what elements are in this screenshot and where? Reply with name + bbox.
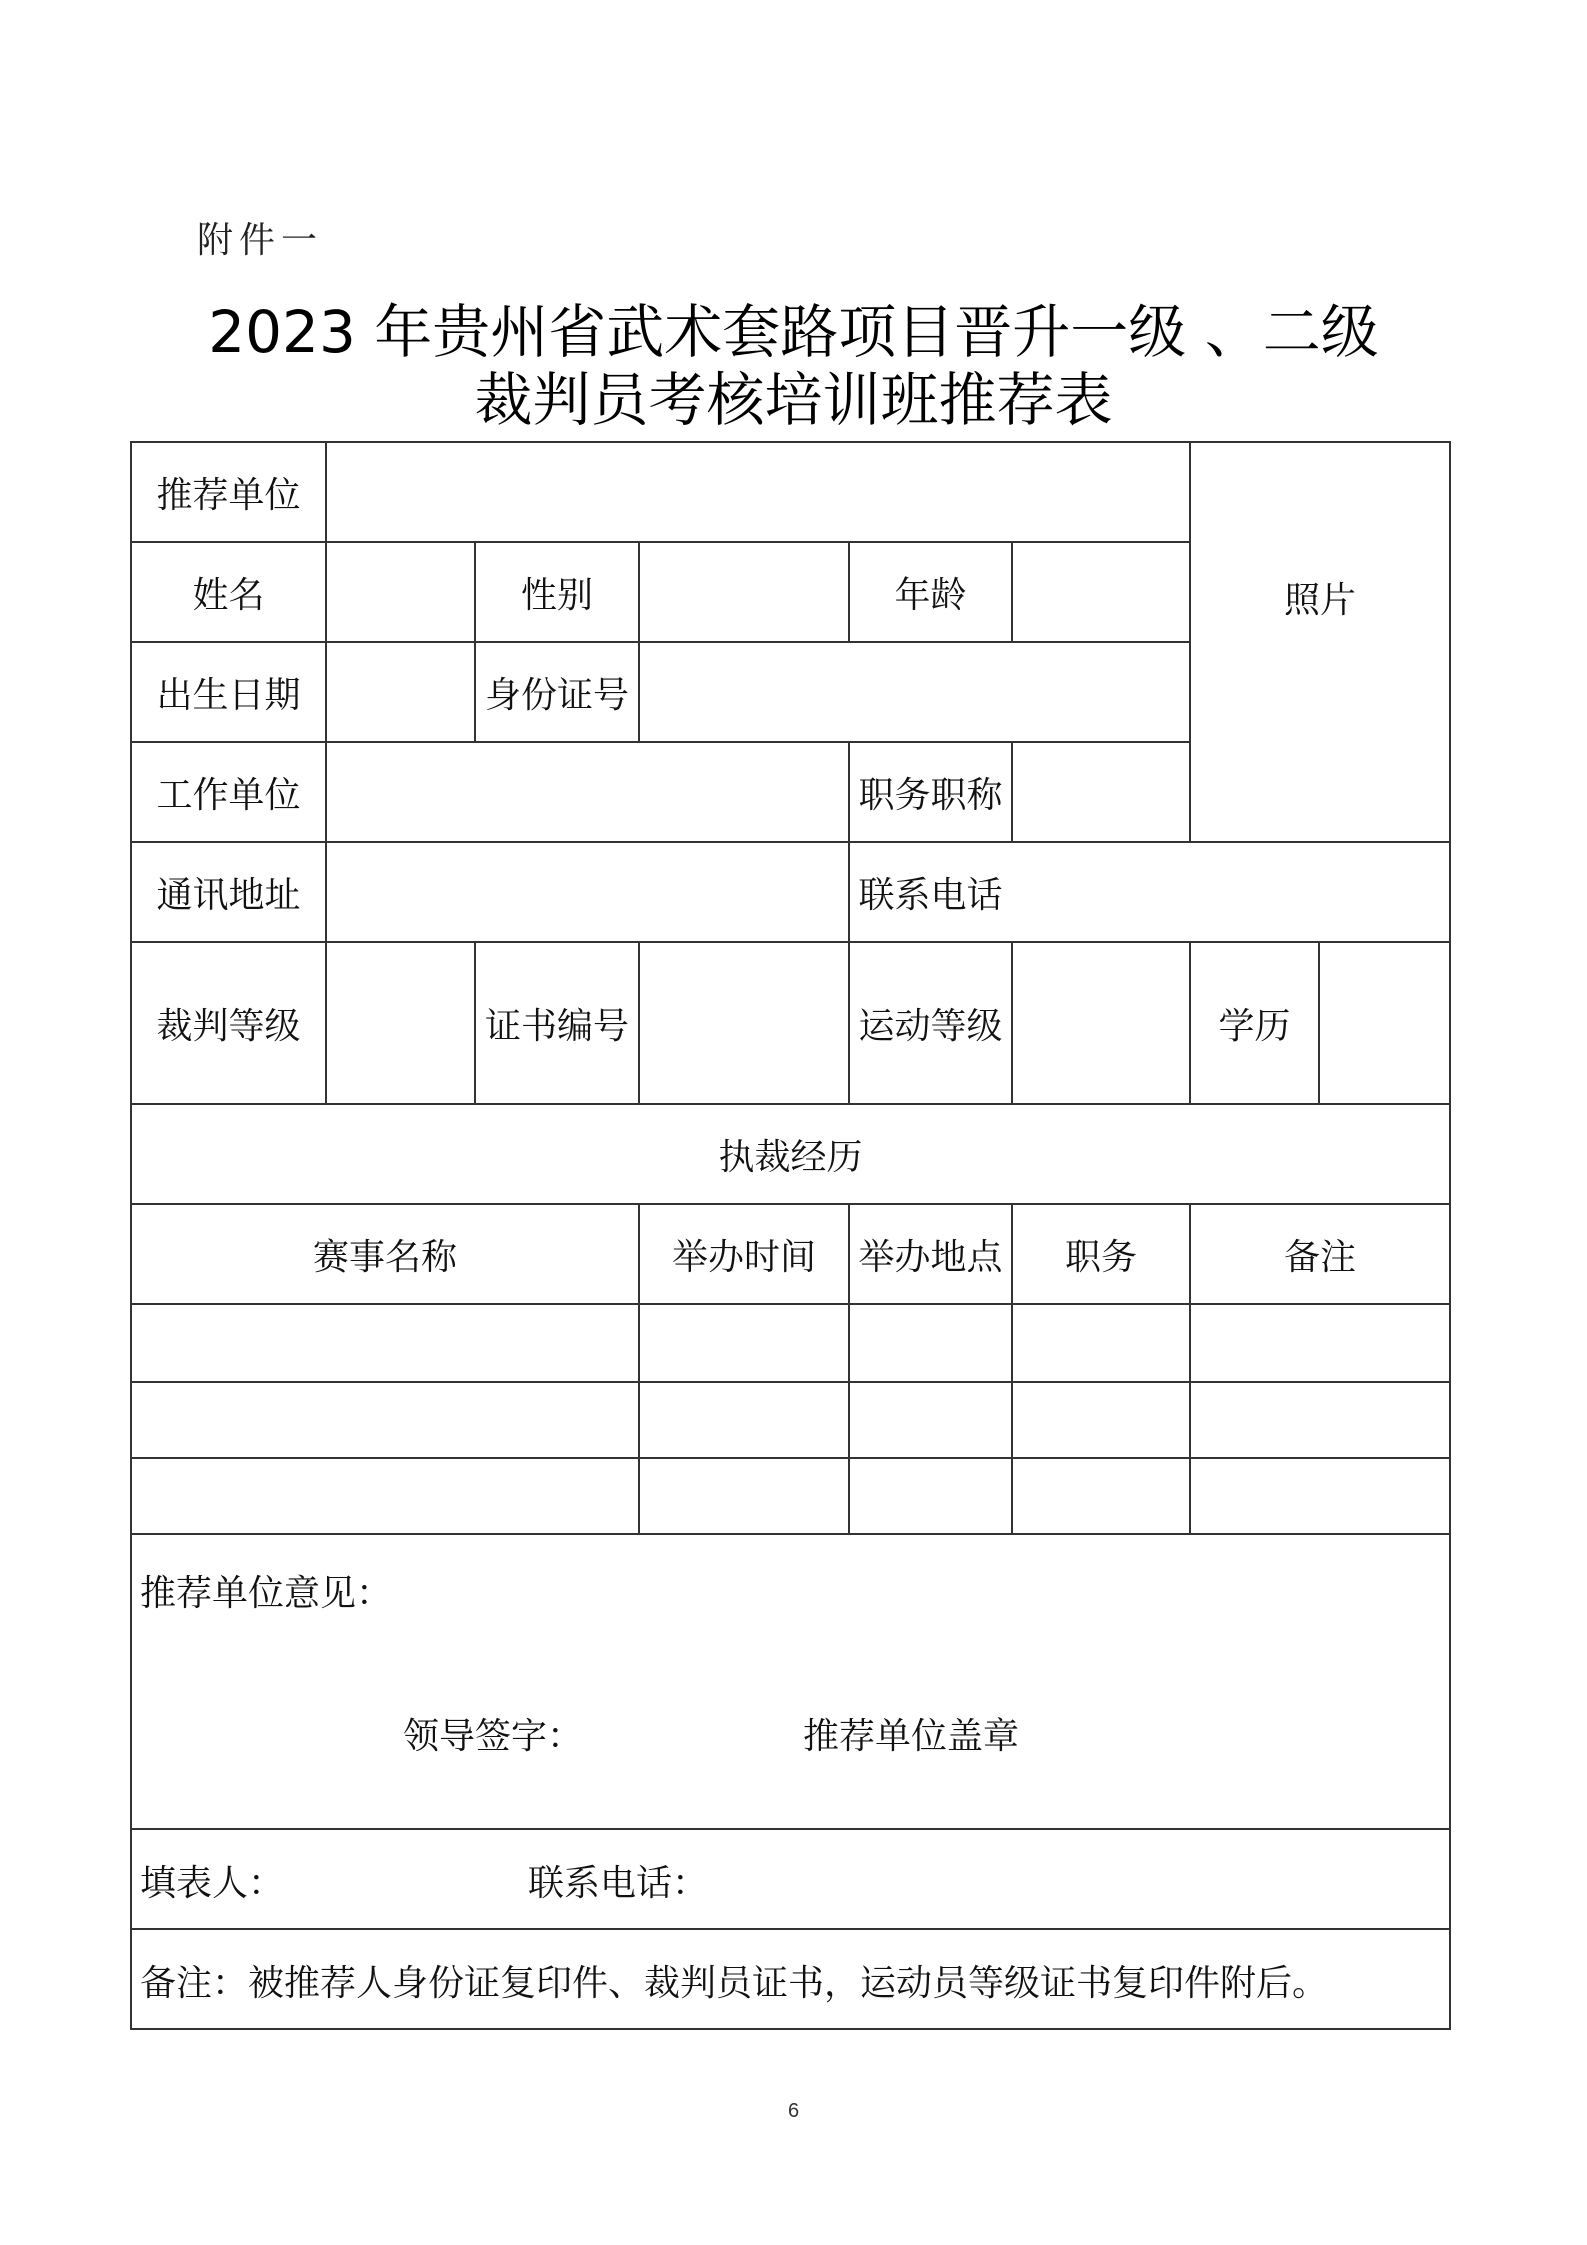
table-cell[interactable] — [1191, 1459, 1449, 1533]
column-header-event-name: 赛事名称 — [312, 1236, 457, 1278]
section-title-experience: 执裁经历 — [718, 1136, 863, 1178]
field-age[interactable] — [1013, 543, 1189, 641]
row-divider — [130, 1828, 1451, 1830]
field-name[interactable] — [327, 543, 474, 641]
table-cell[interactable] — [850, 1383, 1011, 1457]
field-birth-date[interactable] — [327, 643, 474, 741]
table-cell[interactable] — [850, 1459, 1011, 1533]
page-number: 6 — [787, 2100, 800, 2122]
column-header-remarks: 备注 — [1283, 1236, 1356, 1278]
column-header-event-time: 举办时间 — [671, 1236, 816, 1278]
table-cell[interactable] — [1191, 1383, 1449, 1457]
attachment-label: 附件一 — [197, 220, 324, 261]
photo-box[interactable]: 照片 — [1283, 579, 1356, 621]
label-work-unit: 工作单位 — [156, 774, 301, 816]
table-cell[interactable] — [132, 1459, 638, 1533]
field-address[interactable] — [327, 843, 848, 941]
field-athlete-level[interactable] — [1013, 943, 1189, 1103]
table-cell[interactable] — [640, 1459, 848, 1533]
table-cell[interactable] — [1013, 1459, 1189, 1533]
label-id-number: 身份证号 — [484, 674, 629, 716]
table-cell[interactable] — [1191, 1305, 1449, 1381]
label-leader-signature[interactable]: 领导签字： — [403, 1715, 584, 1757]
table-border-right — [1449, 441, 1451, 2030]
field-phone[interactable] — [1013, 843, 1449, 941]
label-filler[interactable]: 填表人： — [140, 1862, 285, 1904]
label-phone: 联系电话 — [858, 874, 1003, 916]
label-gender: 性别 — [520, 574, 593, 616]
table-cell[interactable] — [132, 1383, 638, 1457]
label-birth-date: 出生日期 — [156, 674, 301, 716]
column-header-duty: 职务 — [1064, 1236, 1137, 1278]
label-filler-phone[interactable]: 联系电话： — [528, 1862, 709, 1904]
row-divider — [130, 1928, 1451, 1930]
label-education: 学历 — [1218, 1005, 1291, 1047]
label-recommend-unit: 推荐单位 — [156, 474, 301, 516]
field-work-unit[interactable] — [327, 743, 848, 841]
label-age: 年龄 — [894, 574, 967, 616]
form-title-line-2: 裁判员考核培训班推荐表 — [474, 366, 1113, 434]
field-gender[interactable] — [640, 543, 848, 641]
label-referee-level: 裁判等级 — [156, 1005, 301, 1047]
label-name: 姓名 — [192, 574, 265, 616]
label-athlete-level: 运动等级 — [858, 1005, 1003, 1047]
field-education[interactable] — [1320, 943, 1449, 1103]
field-referee-level[interactable] — [327, 943, 474, 1103]
label-address: 通讯地址 — [156, 874, 301, 916]
table-cell[interactable] — [850, 1305, 1011, 1381]
field-recommend-unit[interactable] — [327, 443, 1189, 541]
row-divider — [130, 1533, 1451, 1535]
note-text: 备注：被推荐人身份证复印件、裁判员证书，运动员等级证书复印件附后。 — [140, 1962, 1329, 2004]
field-position-title[interactable] — [1013, 743, 1189, 841]
table-cell[interactable] — [1013, 1305, 1189, 1381]
label-certificate-no: 证书编号 — [484, 1005, 629, 1047]
form-title-line-1: 2023 年贵州省武术套路项目晋升一级 、二级 — [208, 298, 1379, 366]
table-cell[interactable] — [1013, 1383, 1189, 1457]
table-cell[interactable] — [640, 1305, 848, 1381]
table-cell[interactable] — [132, 1305, 638, 1381]
table-border-bottom — [130, 2028, 1451, 2030]
field-id-number[interactable] — [640, 643, 1189, 741]
field-certificate-no[interactable] — [640, 943, 848, 1103]
label-recommend-opinion: 推荐单位意见： — [140, 1572, 393, 1614]
label-unit-seal[interactable]: 推荐单位盖章 — [803, 1715, 1020, 1757]
table-cell[interactable] — [640, 1383, 848, 1457]
label-position-title: 职务职称 — [858, 774, 1003, 816]
column-header-event-location: 举办地点 — [858, 1236, 1003, 1278]
